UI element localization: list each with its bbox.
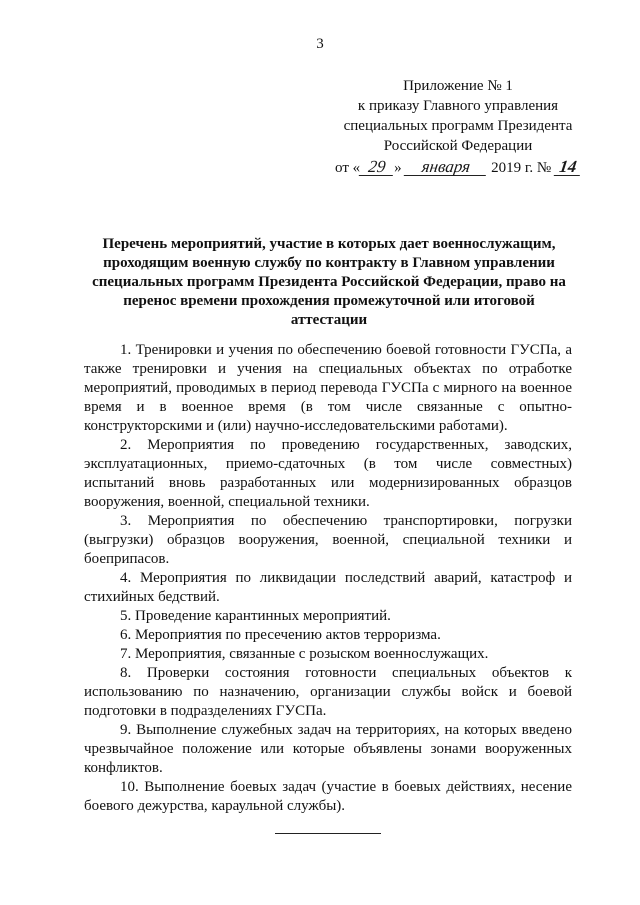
measures-list	[84, 341, 572, 816]
list-item: 10. Выполнение боевых задач (участие в боевых действиях, несение боевого дежурства, караульной службы).	[84, 779, 572, 814]
list-item: 7. Мероприятия, связанные с розыском военнослужащих.	[120, 646, 489, 662]
appendix-country-line: Российской Федерации	[383, 138, 533, 154]
end-separator-line	[275, 833, 381, 834]
list-item: 8. Проверки состояния готовности специальных объектов к использованию по назначению, организации службы войск и боевой подготовки в подразделениях ГУСПа.	[84, 665, 572, 719]
document-title: Перечень мероприятий, участие в которых дает военнослужащим, проходящим военную службу по контракту в Главном управлении специальных программ Президента Российской Федерации, право на перенос времени прохождения промежуточной или итоговой аттестации	[92, 236, 566, 328]
appendix-org-line: специальных программ Президента	[343, 118, 573, 134]
handwritten-day: 29	[359, 158, 396, 176]
handwritten-month: января	[404, 158, 489, 176]
appendix-order-ref: к приказу Главного управления	[357, 98, 559, 114]
list-item: 6. Мероприятия по пресечению актов терроризма.	[120, 627, 441, 643]
order-year: 2019 г. №	[491, 160, 552, 176]
page-number: 3	[316, 36, 324, 52]
list-item: 1. Тренировки и учения по обеспечению боевой готовности ГУСПа, а также тренировки и учения на специальных объектах по отработке мероприятий, проводимых в период перевода ГУСПа с мирного на военное время и в военное время (в том числе связанные с опытно-конструкторскими и (или) научно-исследовательскими работами).	[84, 342, 572, 434]
order-mid: »	[394, 160, 402, 176]
list-item: 4. Мероприятия по ликвидации последствий аварий, катастроф и стихийных бедствий.	[84, 570, 572, 605]
list-item: 9. Выполнение служебных задач на территориях, на которых введено чрезвычайное положение или которые объявлены зонами вооруженных конфликтов.	[84, 722, 572, 776]
list-item: 3. Мероприятия по обеспечению транспортировки, погрузки (выгрузки) образцов вооружения, военной, специальной техники и боеприпасов.	[84, 513, 572, 567]
order-date-number-line	[318, 158, 598, 178]
handwritten-order-number: 14	[554, 158, 583, 176]
list-item: 2. Мероприятия по проведению государственных, заводских, эксплуатационных, приемо-сдаточных (в том числе совместных) испытаний вновь разработанных или модернизированных образцов вооружения, военной, специальной техники.	[84, 437, 572, 510]
list-item: 5. Проведение карантинных мероприятий.	[120, 608, 391, 624]
appendix-header	[318, 76, 598, 178]
order-prefix: от «	[335, 160, 361, 176]
appendix-title: Приложение № 1	[403, 78, 513, 94]
